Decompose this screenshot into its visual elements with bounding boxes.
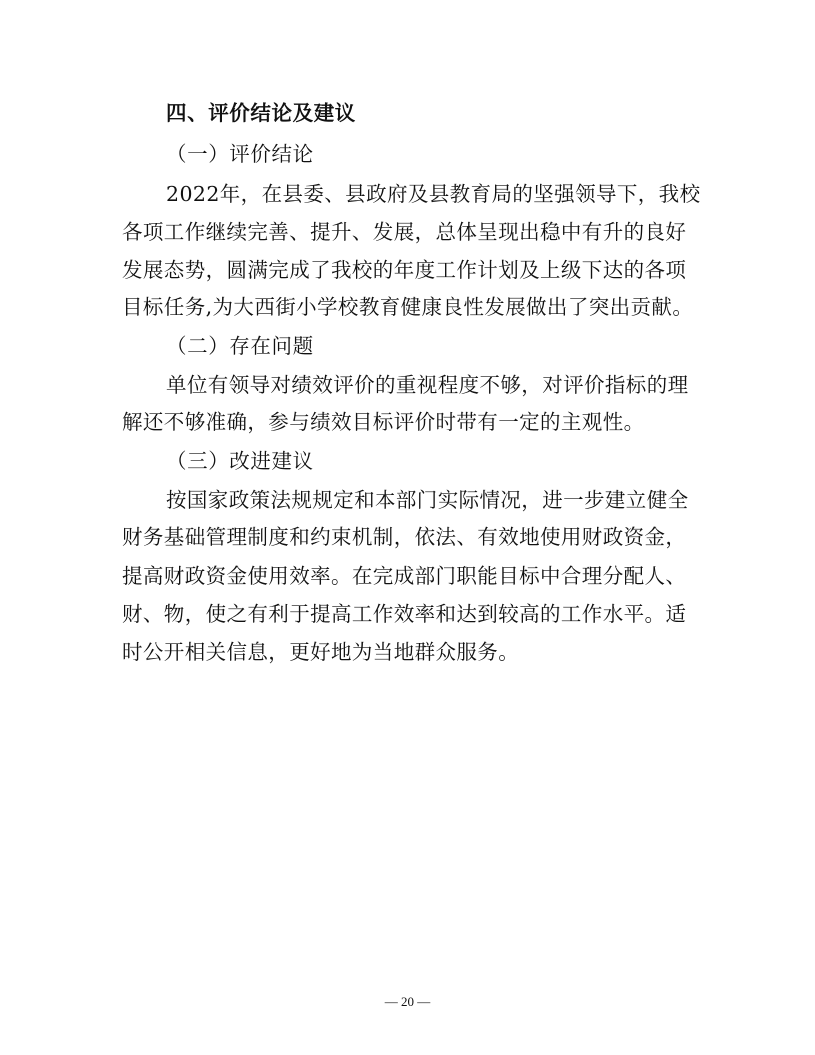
- paragraph-line: 发展态势，圆满完成了我校的年度工作计划及上级下达的各项: [122, 258, 687, 282]
- paragraph-line: 按国家政策法规规定和本部门实际情况，进一步建立健全: [166, 488, 689, 512]
- page-number: — 20 —: [384, 994, 431, 1009]
- subsection-title-conclusion: （一）评价结论: [166, 142, 314, 166]
- paragraph-line: 时公开相关信息，更好地为当地群众服务。: [122, 640, 520, 664]
- paragraph-line: 解还不够准确，参与绩效目标评价时带有一定的主观性。: [122, 410, 645, 434]
- paragraph-line: 目标任务,为大西街小学校教育健康良性发展做出了突出贡献。: [122, 295, 694, 319]
- paragraph-line: 财、物，使之有利于提高工作效率和达到较高的工作水平。适: [122, 602, 687, 626]
- paragraph-line: 提高财政资金使用效率。在完成部门职能目标中合理分配人、: [122, 564, 687, 588]
- paragraph-line: 2022年，在县委、县政府及县教育局的坚强领导下，我校: [166, 182, 701, 206]
- subsection-title-suggestions: （三）改进建议: [166, 449, 314, 473]
- section-heading: 四、评价结论及建议: [166, 101, 356, 125]
- paragraph-line: 各项工作继续完善、提升、发展，总体呈现出稳中有升的良好: [122, 220, 687, 244]
- paragraph-line: 单位有领导对绩效评价的重视程度不够，对评价指标的理: [166, 373, 689, 397]
- paragraph-line: 财务基础管理制度和约束机制，依法、有效地使用财政资金，: [122, 525, 687, 549]
- subsection-title-problems: （二）存在问题: [166, 334, 314, 358]
